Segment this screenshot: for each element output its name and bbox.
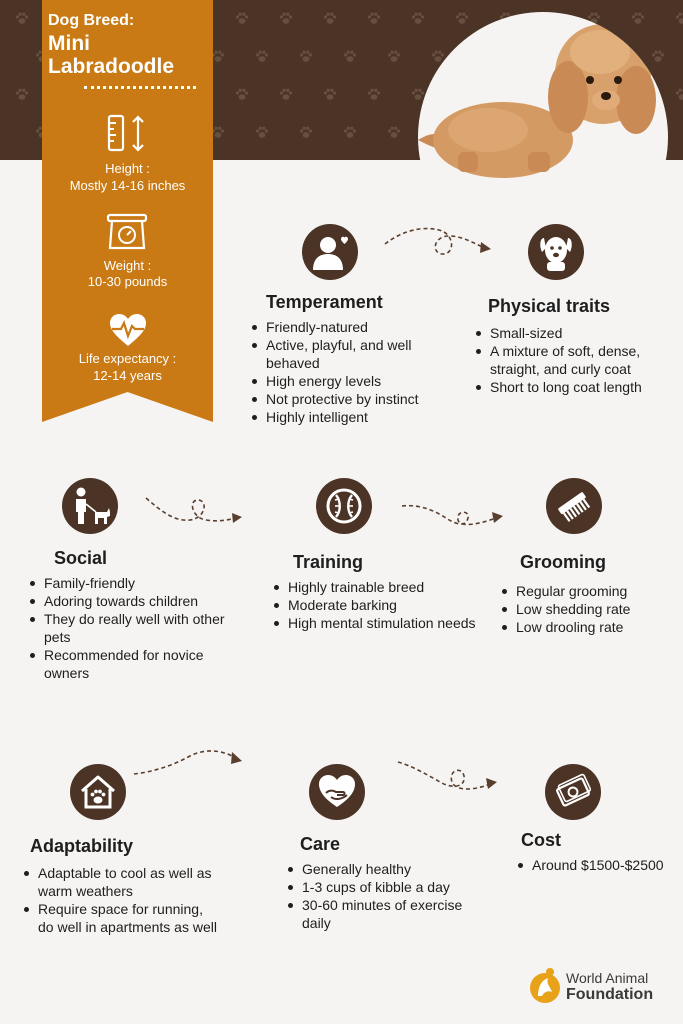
height-label: Height : xyxy=(105,161,150,176)
temperament-icon xyxy=(302,224,358,280)
paw-print-icon xyxy=(14,86,30,102)
list-item: Small-sized xyxy=(472,324,677,342)
paw-print-icon xyxy=(14,10,30,26)
list-item: Around $1500-$2500 xyxy=(514,856,664,874)
logo-line1: World Animal xyxy=(566,970,649,986)
list-item: High energy levels xyxy=(248,372,463,390)
training-title: Training xyxy=(293,552,364,572)
dashed-arrow-icon xyxy=(144,492,244,534)
social-title: Social xyxy=(54,548,108,568)
cost-list xyxy=(514,856,664,874)
list-item: Adaptable to cool as well as warm weathers xyxy=(20,864,220,900)
list-item: High mental stimulation needs xyxy=(270,614,480,632)
list-item: Generally healthy xyxy=(284,860,489,878)
paw-print-icon xyxy=(674,86,683,102)
list-item: Moderate barking xyxy=(270,596,480,614)
paw-print-icon xyxy=(322,10,338,26)
list-item: Highly trainable breed xyxy=(270,578,480,596)
paw-print-icon xyxy=(254,124,270,140)
heartbeat-icon xyxy=(108,312,148,348)
list-item: Highly intelligent xyxy=(248,408,463,426)
physical-traits-list xyxy=(472,324,677,396)
physical-traits-title: Physical traits xyxy=(488,296,611,316)
grooming-list xyxy=(498,582,678,636)
paw-print-icon xyxy=(234,10,250,26)
logo-line2: Foundation xyxy=(566,986,654,1003)
cost-icon xyxy=(545,764,601,820)
list-item: Short to long coat length xyxy=(472,378,677,396)
list-item: Not protective by instinct xyxy=(248,390,463,408)
paw-print-icon xyxy=(278,86,294,102)
grooming-title: Grooming xyxy=(520,552,606,572)
paw-print-icon xyxy=(254,48,270,64)
life-value: 12-14 years xyxy=(93,368,162,383)
paw-print-icon xyxy=(366,86,382,102)
list-item: Friendly-natured xyxy=(248,318,463,336)
list-item: Active, playful, and well behaved xyxy=(248,336,463,372)
list-item: 30-60 minutes of exercise daily xyxy=(284,896,489,932)
life-label: Life expectancy : xyxy=(78,351,177,366)
cost-title: Cost xyxy=(521,830,561,850)
list-item: Recommended for novice owners xyxy=(26,646,241,682)
paw-print-icon xyxy=(298,48,314,64)
physical-traits-icon xyxy=(528,224,584,280)
temperament-title: Temperament xyxy=(266,292,383,312)
world-animal-foundation-logo xyxy=(528,964,678,1008)
care-icon xyxy=(309,764,365,820)
dashed-arrow-icon xyxy=(132,740,244,780)
adaptability-title: Adaptability xyxy=(30,836,134,856)
scale-icon xyxy=(106,212,148,252)
list-item: Regular grooming xyxy=(498,582,678,600)
paw-print-icon xyxy=(386,48,402,64)
social-icon xyxy=(62,478,118,534)
list-item: Low shedding rate xyxy=(498,600,678,618)
breed-prefix: Dog Breed: xyxy=(48,12,135,29)
training-icon xyxy=(316,478,372,534)
list-item: They do really well with other pets xyxy=(26,610,241,646)
list-item: A mixture of soft, dense, straight, and curly coat xyxy=(472,342,677,378)
care-list xyxy=(284,860,489,932)
paw-print-icon xyxy=(342,124,358,140)
temperament-list xyxy=(248,318,463,426)
dashed-arrow-icon xyxy=(396,752,500,796)
paw-print-icon xyxy=(234,86,250,102)
paw-print-icon xyxy=(674,10,683,26)
weight-label: Weight : xyxy=(103,258,152,273)
paw-print-icon xyxy=(298,124,314,140)
height-value: Mostly 14-16 inches xyxy=(69,178,186,193)
paw-print-icon xyxy=(386,124,402,140)
paw-print-icon xyxy=(366,10,382,26)
divider xyxy=(84,86,196,89)
ruler-icon xyxy=(106,114,150,154)
adaptability-icon xyxy=(70,764,126,820)
social-list xyxy=(26,574,241,682)
paw-print-icon xyxy=(342,48,358,64)
list-item: Low drooling rate xyxy=(498,618,678,636)
list-item: 1-3 cups of kibble a day xyxy=(284,878,489,896)
list-item: Adoring towards children xyxy=(26,592,241,610)
grooming-icon xyxy=(546,478,602,534)
paw-print-icon xyxy=(322,86,338,102)
weight-value: 10-30 pounds xyxy=(87,274,168,289)
dashed-arrow-icon xyxy=(400,496,505,536)
dashed-arrow-icon xyxy=(383,218,493,262)
breed-name: Mini Labradoodle xyxy=(48,32,175,78)
adaptability-list xyxy=(20,864,220,936)
breed-banner xyxy=(42,0,213,422)
list-item: Require space for running, do well in apartments as well xyxy=(20,900,220,936)
list-item: Family-friendly xyxy=(26,574,241,592)
care-title: Care xyxy=(300,834,341,854)
training-list xyxy=(270,578,480,632)
paw-print-icon xyxy=(278,10,294,26)
logo-mark-icon xyxy=(528,966,562,1006)
